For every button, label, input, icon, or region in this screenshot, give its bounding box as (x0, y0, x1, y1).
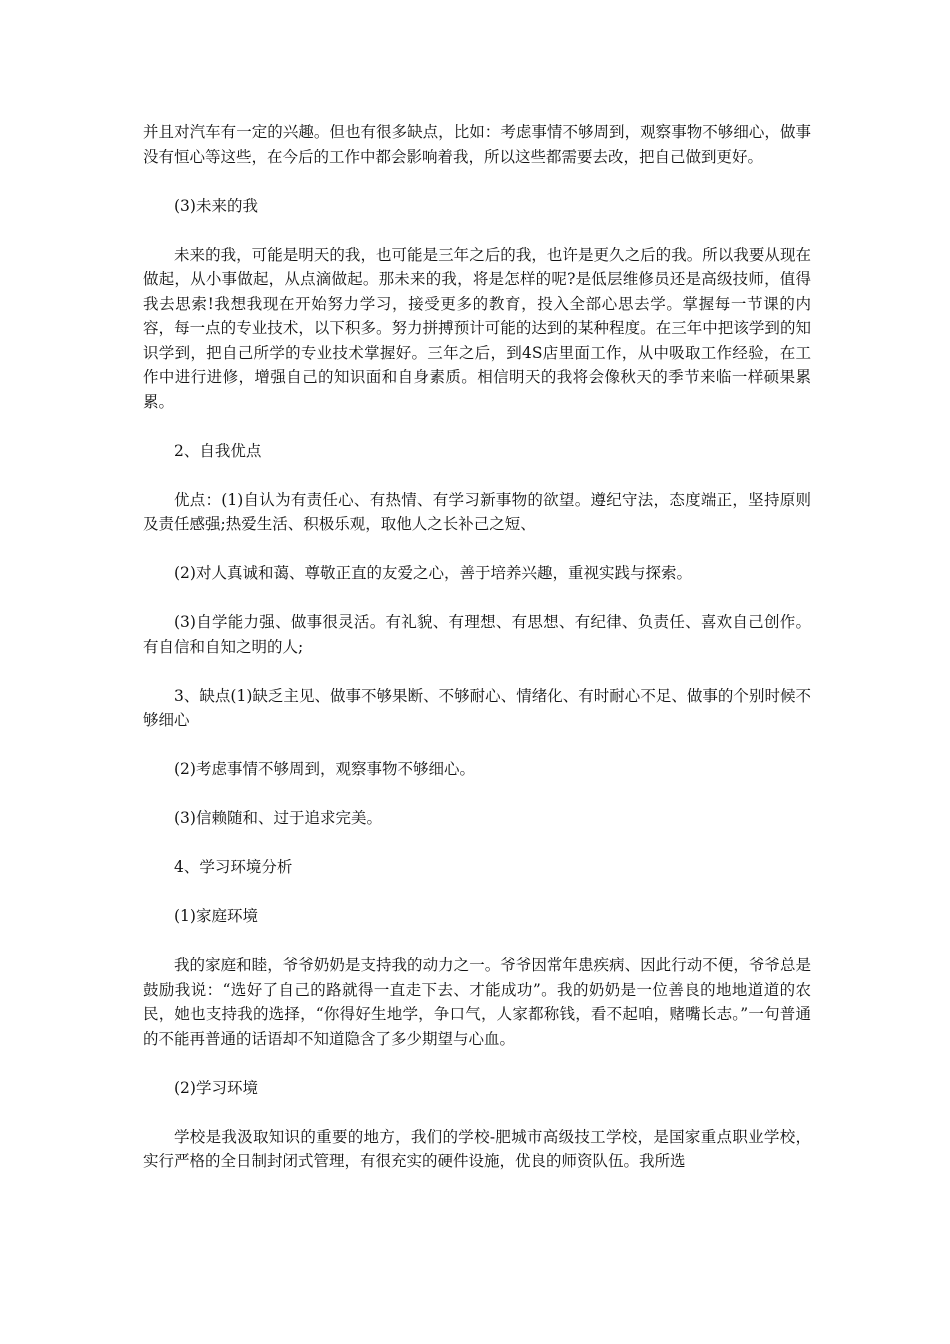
paragraph-family-environment: 我的家庭和睦，爷爷奶奶是支持我的动力之一。爷爷因常年患疾病、因此行动不便，爷爷总是鼓励我说：“选好了自己的路就得一直走下去、才能成功”。我的奶奶是一位善良的地地道道的农民，她也支持我的选择，“你得好生地学，争口气，人家都称钱，看不起咱，赌嘴长志。”一句普通的不能再普通的话语却不知道隐含了多少期望与心血。 (143, 956, 811, 1048)
paragraph-gap (143, 537, 811, 562)
paragraph-gap (143, 880, 811, 905)
paragraph-gap (143, 586, 811, 611)
paragraph-gap (143, 782, 811, 807)
paragraph-future-self: 未来的我，可能是明天的我，也可能是三年之后的我，也许是更久之后的我。所以我要从现在做起，从小事做起，从点滴做起。那未来的我，将是怎样的呢?是低层维修员还是高级技师，值得我去思索!我想我现在开始努力学习，接受更多的教育，投入全部心思去学。掌握每一节课的内容，每一点的专业技术，以下积多。努力拼搏预计可能的达到的某种程度。在三年中把该学到的知识学到，把自己所学的专业技术掌握好。三年之后，到4S店里面工作，从中吸取工作经验，在工作中进行进修，增强自己的知识面和自身素质。相信明天的我将会像秋天的季节来临一样硕果累累。 (143, 245, 811, 411)
paragraph-gap (143, 1051, 811, 1076)
paragraph-gap (143, 169, 811, 194)
heading-family-environment: (1)家庭环境 (174, 907, 258, 925)
paragraph-gap (143, 1100, 811, 1125)
paragraph-gap (143, 831, 811, 856)
paragraph-strength-2: (2)对人真诚和蔼、尊敬正直的友爱之心，善于培养兴趣，重视实践与探索。 (174, 564, 692, 582)
paragraph-intro-continued: 并且对汽车有一定的兴趣。但也有很多缺点，比如：考虑事情不够周到，观察事物不够细心，做事没有恒心等这些，在今后的工作中都会影响着我，所以这些都需要去改，把自己做到更好。 (143, 123, 811, 166)
heading-study-environment: (2)学习环境 (174, 1078, 258, 1097)
heading-learning-environment: 4、学习环境分析 (174, 858, 293, 876)
paragraph-weakness-3: (3)信赖随和、过于追求完美。 (174, 809, 382, 827)
heading-future-self: (3)未来的我 (174, 196, 258, 215)
paragraph-gap (143, 414, 811, 439)
paragraph-gap (143, 733, 811, 758)
paragraph-gap (143, 218, 811, 243)
heading-strengths: 2、自我优点 (174, 441, 262, 460)
paragraph-gap (143, 929, 811, 954)
paragraph-strength-1: 优点：(1)自认为有责任心、有热情、有学习新事物的欲望。遵纪守法，态度端正，坚持原则及责任感强;热爱生活、积极乐观，取他人之长补己之短、 (143, 490, 811, 533)
document-body (143, 120, 811, 1174)
paragraph-weakness-2: (2)考虑事情不够周到，观察事物不够细心。 (174, 760, 475, 778)
paragraph-strength-3: (3)自学能力强、做事很灵活。有礼貌、有理想、有思想、有纪律、负责任、喜欢自己创作。有自信和自知之明的人; (143, 613, 811, 656)
paragraph-study-environment: 学校是我汲取知识的重要的地方，我们的学校-肥城市高级技工学校，是国家重点职业学校，实行严格的全日制封闭式管理，有很充实的硬件设施，优良的师资队伍。我所选 (143, 1127, 811, 1170)
paragraph-gap (143, 659, 811, 684)
paragraph-weakness-1: 3、缺点(1)缺乏主见、做事不够果断、不够耐心、情绪化、有时耐心不足、做事的个别时候不够细心 (143, 686, 811, 729)
paragraph-gap (143, 463, 811, 488)
